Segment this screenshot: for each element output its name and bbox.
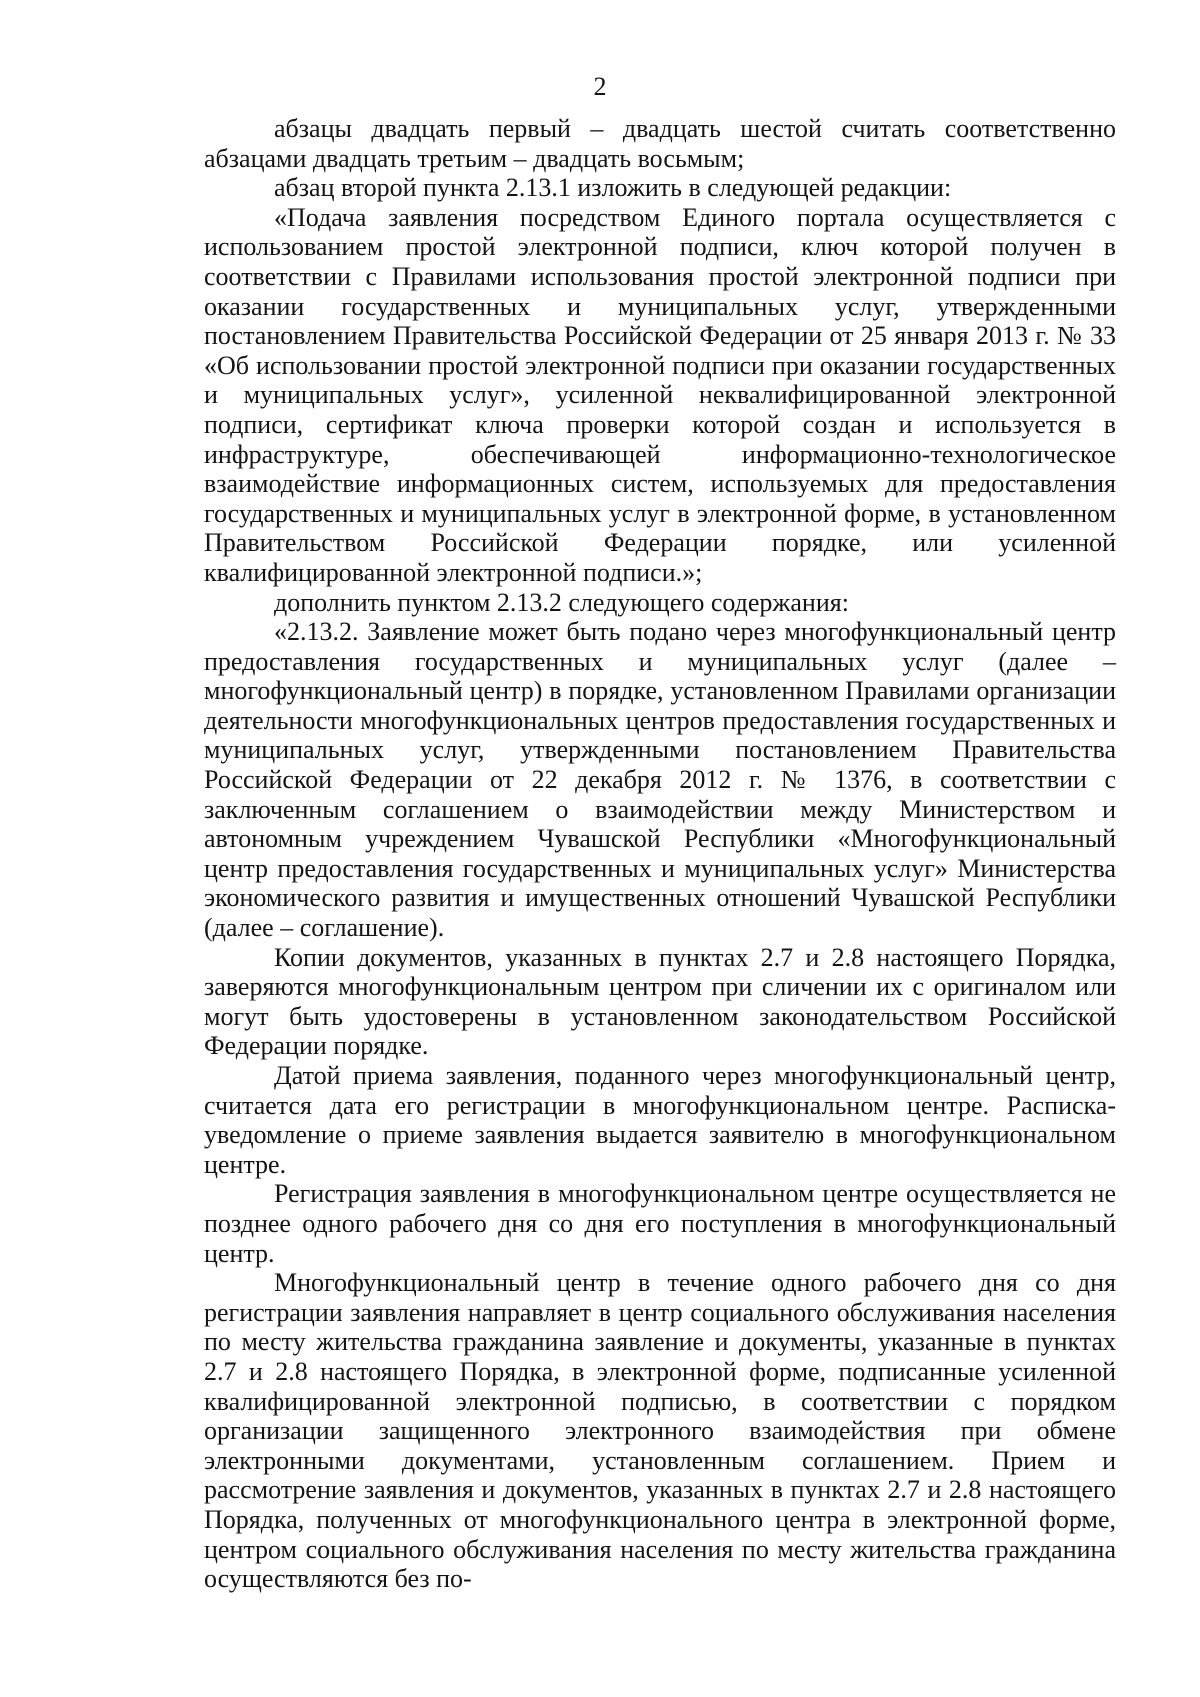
- paragraph-receipt-date: Датой приема заявления, поданного через многофункциональный центр, считается дата его регистрации в многофункциональном центре. Расписка-уведомление о приеме заявления выдается заявителю в многофункциональном центре.: [204, 1061, 1116, 1179]
- paragraph-renumber-abzacy: абзацы двадцать первый – двадцать шестой считать соответственно абзацами двадцать третьим – двадцать восьмым;: [204, 114, 1116, 173]
- paragraph-mfc-transfer: Многофункциональный центр в течение одного рабочего дня со дня регистрации заявления направляет в центр социального обслуживания населения по месту жительства гражданина заявление и документы, указанные в пунктах 2.7 и 2.8 настоящего Порядка, в электронной форме, подписанные усиленной квалифицированной электронной подписью, в соответствии с порядком организации защищенного электронного взаимодействия при обмене электронными документами, установленным соглашением. Прием и рассмотрение заявления и документов, указанных в пунктах 2.7 и 2.8 настоящего Порядка, полученных от многофункционального центра в электронной форме, центром социального обслуживания населения по месту жительства гражданина осуществляются без по-: [204, 1268, 1116, 1594]
- page-number: 2: [593, 72, 607, 101]
- paragraph-amend-2-13-1: абзац второй пункта 2.13.1 изложить в следующей редакции:: [274, 173, 952, 203]
- document-body: [204, 114, 1116, 1594]
- paragraph-add-2-13-2: дополнить пунктом 2.13.2 следующего содержания:: [274, 587, 849, 617]
- paragraph-registration: Регистрация заявления в многофункциональном центре осуществляется не позднее одного рабочего дня со дня его поступления в многофункциональный центр.: [204, 1179, 1116, 1268]
- paragraph-2-13-2-text: «2.13.2. Заявление может быть подано через многофункциональный центр предоставления государственных и муниципальных услуг (далее – многофункциональный центр) в порядке, установленном Правилами организации деятельности многофункциональных центров предоставления государственных и муниципальных услуг, утвержденными постановлением Правительства Российской Федерации от 22 декабря 2012 г. № 1376, в соответствии с заключенным соглашением о взаимодействии между Министерством и автономным учреждением Чувашской Республики «Многофункциональный центр предоставления государственных и муниципальных услуг» Министерства экономического развития и имущественных отношений Чувашской Республики (далее – соглашение).: [204, 617, 1116, 943]
- paragraph-2-13-1-text: «Подача заявления посредством Единого портала осуществляется с использованием простой электронной подписи, ключ которой получен в соответствии с Правилами использования простой электронной подписи при оказании государственных и муниципальных услуг, утвержденными постановлением Правительства Российской Федерации от 25 января 2013 г. № 33 «Об использовании простой электронной подписи при оказании государственных и муниципальных услуг», усиленной неквалифицированной электронной подписи, сертификат ключа проверки которой создан и используется в инфраструктуре, обеспечивающей информационно-технологическое взаимодействие информационных систем, используемых для предоставления государственных и муниципальных услуг в электронной форме, в установленном Правительством Российской Федерации порядке, или усиленной квалифицированной электронной подписи.»;: [204, 202, 1116, 587]
- paragraph-document-copies: Копии документов, указанных в пунктах 2.7 и 2.8 настоящего Порядка, заверяются многофункциональным центром при сличении их с оригиналом или могут быть удостоверены в установленном законодательством Российской Федерации порядке.: [204, 942, 1116, 1061]
